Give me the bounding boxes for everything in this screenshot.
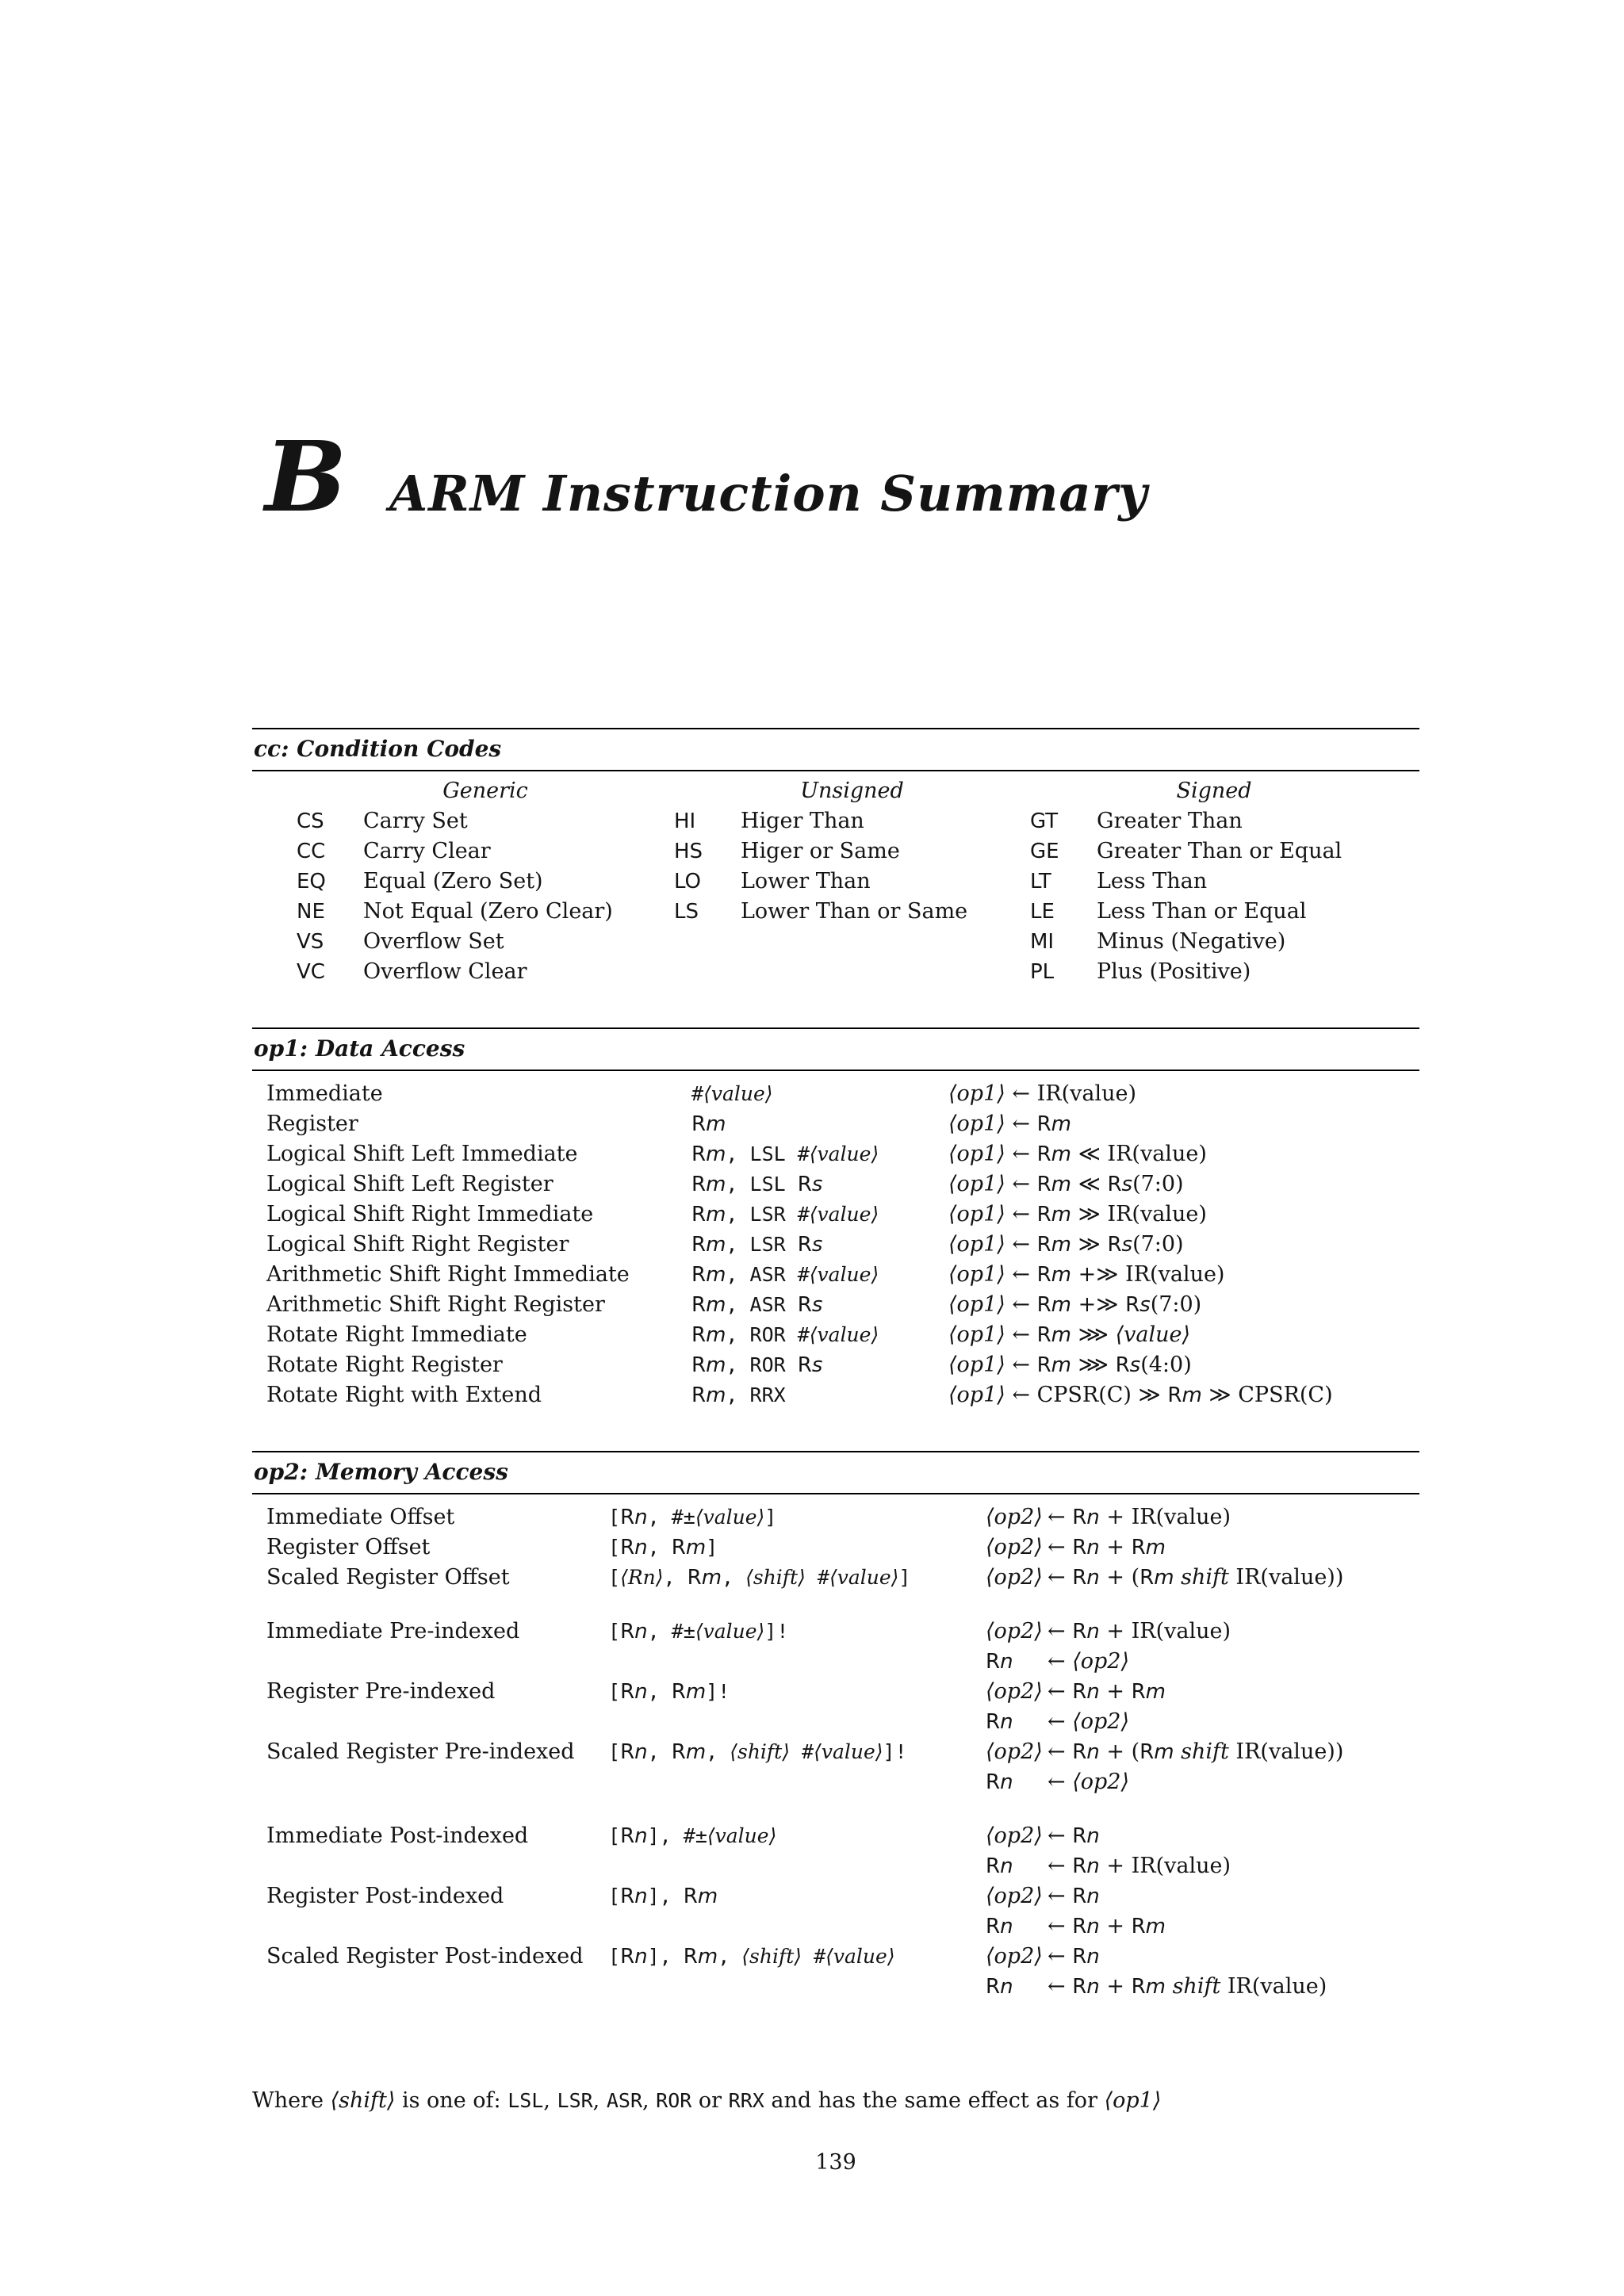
operand-name: Scaled Register Offset xyxy=(266,1565,510,1590)
register-name: Rn xyxy=(986,1710,1013,1734)
angle-term: ⟨op2⟩ xyxy=(1072,1770,1130,1794)
semantics-lhs xyxy=(986,1767,1048,1797)
angle-term: ⟨shift⟩ xyxy=(741,1945,802,1968)
condition-description: Higer or Same xyxy=(741,839,900,863)
register-name: Rm xyxy=(691,1263,726,1287)
condition-description: Greater Than or Equal xyxy=(1097,839,1342,863)
operand-semantics: ⟨op1⟩ ← Rm +≫ IR(value) xyxy=(948,1262,1225,1287)
footnote: Where ⟨shift⟩ is one of: LSL, LSR, ASR, ROR or RRX and has the same effect as for ⟨op1⟩ xyxy=(252,2088,1162,2113)
semantics-rhs: ← Rn + IR(value) xyxy=(1048,1505,1231,1529)
semantics-line xyxy=(986,1647,1419,1677)
semantics-rhs: ← Rn + Rm xyxy=(1048,1914,1166,1938)
condition-code: NE xyxy=(297,900,325,924)
semantics-line xyxy=(986,1617,1419,1647)
operand-semantics: ⟨op1⟩ ← IR(value) xyxy=(948,1081,1137,1106)
semantics-lhs xyxy=(986,1911,1048,1942)
operand-syntax: Rm, ROR #⟨value⟩ xyxy=(691,1323,879,1347)
condition-code: CS xyxy=(297,809,324,833)
register-name: Rm xyxy=(691,1353,726,1377)
operand-semantics: ⟨op1⟩ ← Rm ⋙ Rs(4:0) xyxy=(948,1353,1192,1377)
register-name: Rn xyxy=(1072,1620,1100,1644)
table-row xyxy=(266,1533,1419,1563)
op2-table xyxy=(252,1494,1419,2002)
table-row xyxy=(266,1821,1419,1881)
operand-semantics xyxy=(986,1502,1419,1533)
register-name: Rm xyxy=(1036,1323,1071,1347)
operand-syntax: [Rn], #±⟨value⟩ xyxy=(608,1824,777,1848)
condition-code: PL xyxy=(1030,960,1055,984)
semantics-rhs: ← Rn xyxy=(1048,1884,1100,1908)
semantics-line xyxy=(986,1737,1419,1767)
table-row xyxy=(266,1881,1419,1942)
operand-semantics: ⟨op1⟩ ← Rm +≫ Rs(7:0) xyxy=(948,1292,1202,1317)
condition-description: Minus (Negative) xyxy=(1097,929,1286,954)
register-name: Rn xyxy=(1072,1975,1100,1999)
angle-term: ⟨op2⟩ xyxy=(986,1739,1043,1764)
angle-term: ⟨value⟩ xyxy=(809,1323,879,1346)
angle-term: ⟨op1⟩ xyxy=(1104,2088,1162,2113)
angle-term: ⟨op1⟩ xyxy=(948,1172,1005,1196)
angle-term: ⟨Rn⟩ xyxy=(620,1566,664,1589)
register-name: Rm xyxy=(1036,1203,1071,1226)
semantics-lhs xyxy=(986,1533,1048,1563)
semantics-lhs xyxy=(986,1821,1048,1851)
mnemonic: ROR xyxy=(749,1323,786,1346)
condition-description xyxy=(741,927,1030,957)
operand-semantics xyxy=(986,1737,1419,1797)
section-title-op1: op1: Data Access xyxy=(254,1035,465,1062)
semantics-lhs xyxy=(986,1707,1048,1737)
register-name: Rs xyxy=(1107,1173,1133,1196)
condition-description: Overflow Clear xyxy=(363,959,527,984)
register-name: Rm xyxy=(691,1293,726,1317)
operand-semantics: ⟨op1⟩ ← Rm ≪ Rs(7:0) xyxy=(948,1172,1184,1196)
register-name: Rm xyxy=(1139,1740,1174,1764)
semantics-line xyxy=(986,1972,1419,2002)
operand-syntax: Rm, RRX xyxy=(691,1383,786,1407)
register-name: Rm xyxy=(1036,1353,1071,1377)
semantics-lhs xyxy=(986,1563,1048,1593)
register-name: Rn xyxy=(620,1680,648,1704)
mnemonic: LSL xyxy=(749,1142,786,1165)
semantics-rhs: ← Rn + Rm shift IR(value) xyxy=(1048,1974,1327,1999)
section-title-op2: op2: Memory Access xyxy=(254,1459,508,1485)
register-name: Rm xyxy=(1131,1536,1166,1559)
operand-name: Rotate Right Register xyxy=(266,1353,503,1377)
condition-code: EQ xyxy=(297,870,326,894)
angle-term: ⟨shift⟩ xyxy=(330,2088,396,2113)
operand-semantics: ⟨op1⟩ ← Rm ≫ IR(value) xyxy=(948,1202,1207,1226)
condition-description: Plus (Positive) xyxy=(1097,959,1251,984)
register-name: Rn xyxy=(986,1770,1013,1794)
condition-code: VC xyxy=(297,960,325,984)
condition-description: Carry Set xyxy=(363,809,468,833)
register-name: Rs xyxy=(1107,1233,1133,1257)
semantics-lhs xyxy=(986,1677,1048,1707)
angle-term: ⟨op1⟩ xyxy=(948,1262,1005,1287)
operand-syntax: #⟨value⟩ xyxy=(691,1082,773,1105)
register-name: Rm xyxy=(1036,1263,1071,1287)
op2-group xyxy=(266,1821,1419,2002)
condition-description: Lower Than or Same xyxy=(741,899,968,924)
semantics-rhs: ← Rn + Rm xyxy=(1048,1535,1166,1559)
semantics-lhs xyxy=(986,1647,1048,1677)
register-name: Rs xyxy=(797,1233,823,1257)
operand-semantics xyxy=(986,1677,1419,1737)
angle-term: ⟨op1⟩ xyxy=(948,1322,1005,1347)
semantics-rhs: ← Rn + IR(value) xyxy=(1048,1854,1231,1878)
register-name: Rs xyxy=(797,1173,823,1196)
condition-description: Overflow Set xyxy=(363,929,504,954)
mnemonic: ASR xyxy=(749,1293,786,1316)
cc-column-header: Signed xyxy=(1176,779,1252,803)
angle-term: ⟨op1⟩ xyxy=(948,1383,1005,1407)
op2-group xyxy=(266,1502,1419,1593)
register-name: Rm xyxy=(683,1885,718,1908)
register-name: Rm xyxy=(671,1740,707,1764)
shift-term: shift xyxy=(1172,1974,1221,1999)
operand-syntax xyxy=(691,1109,948,1139)
register-name: Rm xyxy=(1131,1975,1166,1999)
register-name: Rn xyxy=(620,1885,648,1908)
condition-description: Higer Than xyxy=(741,809,864,833)
semantics-line xyxy=(986,1881,1419,1911)
operand-name: Register Post-indexed xyxy=(266,1884,504,1908)
register-name: Rn xyxy=(1072,1536,1100,1559)
operand-syntax: Rm, ASR #⟨value⟩ xyxy=(691,1263,879,1287)
condition-description: Equal (Zero Set) xyxy=(363,869,543,894)
operand-name: Logical Shift Left Immediate xyxy=(266,1142,578,1166)
condition-code xyxy=(674,957,741,987)
angle-term: ⟨op2⟩ xyxy=(1072,1709,1130,1734)
angle-term: ⟨value⟩ xyxy=(825,1945,895,1968)
semantics-rhs: ← Rn + (Rm shift IR(value)) xyxy=(1048,1739,1344,1764)
angle-term: ⟨value⟩ xyxy=(829,1566,899,1589)
register-name: Rn xyxy=(1072,1885,1100,1908)
operand-syntax: [Rn, Rm] xyxy=(608,1536,718,1559)
register-name: Rm xyxy=(687,1566,722,1590)
condition-code: VS xyxy=(297,930,324,954)
operand-semantics: ⟨op1⟩ ← Rm xyxy=(948,1112,1071,1136)
register-name: Rn xyxy=(1072,1740,1100,1764)
operand-syntax: [Rn, Rm, ⟨shift⟩ #⟨value⟩]! xyxy=(608,1740,907,1764)
table-row xyxy=(266,1563,1419,1593)
cc-table xyxy=(252,771,1419,987)
register-name: Rm xyxy=(691,1323,726,1347)
operand-syntax: [Rn], Rm xyxy=(608,1885,718,1908)
semantics-rhs: ← Rn + IR(value) xyxy=(1048,1619,1231,1644)
register-name: Rn xyxy=(1072,1854,1100,1878)
mnemonic: RRX xyxy=(728,2089,764,2112)
semantics-lhs xyxy=(986,1617,1048,1647)
cc-column-header: Unsigned xyxy=(800,779,904,803)
angle-term: ⟨op1⟩ xyxy=(948,1353,1005,1377)
condition-code: HS xyxy=(674,840,703,863)
operand-name: Immediate xyxy=(266,1081,383,1106)
mnemonic: LSR xyxy=(557,2089,593,2112)
register-name: Rn xyxy=(1072,1824,1100,1848)
angle-term: ⟨value⟩ xyxy=(695,1506,765,1529)
section-op2-memory-access xyxy=(252,1451,1419,2002)
operand-name: Register Pre-indexed xyxy=(266,1679,496,1704)
register-name: Rn xyxy=(620,1824,648,1848)
condition-code: HI xyxy=(674,809,696,833)
semantics-lhs xyxy=(986,1851,1048,1881)
semantics-rhs: ← Rn xyxy=(1048,1823,1100,1848)
register-name: Rm xyxy=(691,1173,726,1196)
register-name: Rs xyxy=(1125,1293,1151,1317)
angle-term: ⟨op2⟩ xyxy=(986,1944,1043,1969)
semantics-line xyxy=(986,1677,1419,1707)
condition-code: CC xyxy=(297,840,326,863)
mnemonic: ASR xyxy=(606,2089,642,2112)
operand-name: Rotate Right Immediate xyxy=(266,1322,527,1347)
angle-term: ⟨op2⟩ xyxy=(1072,1649,1130,1674)
condition-description: Lower Than xyxy=(741,869,871,894)
operand-syntax: [⟨Rn⟩, Rm, ⟨shift⟩ #⟨value⟩] xyxy=(608,1566,911,1590)
angle-term: ⟨value⟩ xyxy=(809,1263,879,1286)
semantics-line xyxy=(986,1502,1419,1533)
register-name: Rs xyxy=(797,1293,823,1317)
semantics-line xyxy=(986,1563,1419,1593)
angle-term: ⟨op2⟩ xyxy=(986,1884,1043,1908)
angle-term: ⟨op1⟩ xyxy=(948,1081,1005,1106)
semantics-lhs xyxy=(986,1881,1048,1911)
semantics-rhs: ← ⟨op2⟩ xyxy=(1048,1709,1130,1734)
register-name: Rn xyxy=(1072,1506,1100,1529)
op2-group xyxy=(266,1617,1419,1797)
angle-term: ⟨shift⟩ xyxy=(745,1566,806,1589)
operand-name: Arithmetic Shift Right Register xyxy=(266,1292,605,1317)
chapter-letter: B xyxy=(265,419,347,534)
semantics-line xyxy=(986,1707,1419,1737)
condition-code: LS xyxy=(674,900,699,924)
angle-term: ⟨shift⟩ xyxy=(730,1740,790,1763)
chapter-heading xyxy=(265,419,1148,534)
semantics-rhs: ← Rn + (Rm shift IR(value)) xyxy=(1048,1565,1344,1590)
mnemonic: ROR xyxy=(656,2089,692,2112)
operand-name: Scaled Register Post-indexed xyxy=(266,1944,584,1969)
semantics-line xyxy=(986,1767,1419,1797)
table-row xyxy=(266,1502,1419,1533)
semantics-line xyxy=(986,1821,1419,1851)
operand-syntax: [Rn, Rm]! xyxy=(608,1680,730,1704)
angle-term: ⟨value⟩ xyxy=(814,1740,883,1763)
semantics-lhs xyxy=(986,1942,1048,1972)
angle-term: ⟨value⟩ xyxy=(809,1203,879,1226)
register-name: Rs xyxy=(797,1353,823,1377)
condition-description: Less Than or Equal xyxy=(1097,899,1307,924)
operand-semantics xyxy=(986,1563,1419,1593)
register-name: Rn xyxy=(1072,1915,1100,1938)
operand-syntax: Rm, LSL Rs xyxy=(691,1173,823,1196)
semantics-line xyxy=(986,1851,1419,1881)
operand-name: Register xyxy=(266,1112,358,1136)
operand-syntax: Rm, LSL #⟨value⟩ xyxy=(691,1142,879,1166)
operand-name: Logical Shift Right Register xyxy=(266,1232,569,1257)
operand-syntax: Rm, ROR Rs xyxy=(691,1353,823,1377)
semantics-rhs: ← ⟨op2⟩ xyxy=(1048,1649,1130,1674)
angle-term: ⟨op2⟩ xyxy=(986,1505,1043,1529)
operand-name: Logical Shift Right Immediate xyxy=(266,1202,594,1226)
chapter-title: ARM Instruction Summary xyxy=(389,465,1148,522)
condition-code: GT xyxy=(1030,809,1059,833)
register-name: Rm xyxy=(1131,1680,1166,1704)
operand-name: Immediate Offset xyxy=(266,1505,455,1529)
register-name: Rm xyxy=(1139,1566,1174,1590)
angle-term: ⟨op1⟩ xyxy=(948,1142,1005,1166)
semantics-line xyxy=(986,1911,1419,1942)
operand-semantics xyxy=(986,1821,1419,1881)
register-name: Rm xyxy=(691,1112,726,1136)
condition-code: MI xyxy=(1030,930,1055,954)
operand-semantics xyxy=(986,1881,1419,1942)
condition-code xyxy=(674,927,741,957)
register-name: Rm xyxy=(671,1536,707,1559)
operand-name: Immediate Post-indexed xyxy=(266,1823,529,1848)
operand-semantics xyxy=(986,1942,1419,2002)
condition-description: Carry Clear xyxy=(363,839,491,863)
shift-term: shift xyxy=(1181,1565,1229,1590)
operand-name: Arithmetic Shift Right Immediate xyxy=(266,1262,630,1287)
mnemonic: ASR xyxy=(749,1263,786,1286)
operand-semantics: ⟨op1⟩ ← Rm ⋙ ⟨value⟩ xyxy=(948,1322,1190,1347)
operand-syntax: Rm, ASR Rs xyxy=(691,1293,823,1317)
register-name: Rn xyxy=(1072,1945,1100,1969)
condition-code: LO xyxy=(674,870,702,894)
register-name: Rn xyxy=(986,1975,1013,1999)
angle-term: ⟨op2⟩ xyxy=(986,1619,1043,1644)
mnemonic: LSR xyxy=(749,1203,786,1226)
table-row xyxy=(266,1677,1419,1737)
semantics-rhs: ← ⟨op2⟩ xyxy=(1048,1770,1130,1794)
angle-term: ⟨op2⟩ xyxy=(986,1823,1043,1848)
table-row xyxy=(266,1617,1419,1677)
operand-syntax: Rm, LSR Rs xyxy=(691,1233,823,1257)
register-name: Rn xyxy=(620,1620,648,1644)
condition-code: LE xyxy=(1030,900,1055,924)
register-name: Rm xyxy=(1036,1173,1071,1196)
semantics-line xyxy=(986,1942,1419,1972)
shift-term: shift xyxy=(1181,1739,1229,1764)
register-name: Rs xyxy=(1115,1353,1141,1377)
operand-semantics: ⟨op1⟩ ← Rm ≪ IR(value) xyxy=(948,1142,1207,1166)
op1-table xyxy=(252,1071,1419,1410)
angle-term: ⟨op2⟩ xyxy=(986,1565,1043,1590)
operand-syntax: [Rn], Rm, ⟨shift⟩ #⟨value⟩ xyxy=(608,1945,895,1969)
register-name: Rn xyxy=(620,1945,648,1969)
operand-semantics xyxy=(986,1533,1419,1563)
operand-semantics: ⟨op1⟩ ← CPSR(C) ≫ Rm ≫ CPSR(C) xyxy=(948,1383,1333,1407)
angle-term: ⟨value⟩ xyxy=(809,1142,879,1165)
condition-code: GE xyxy=(1030,840,1059,863)
condition-description: Greater Than xyxy=(1097,809,1243,833)
semantics-line xyxy=(986,1533,1419,1563)
register-name: Rn xyxy=(620,1506,648,1529)
section-condition-codes xyxy=(252,728,1419,987)
mnemonic: LSL xyxy=(749,1173,786,1196)
angle-term: ⟨op1⟩ xyxy=(948,1112,1005,1136)
register-name: Rn xyxy=(620,1536,648,1559)
section-title-cc: cc: Condition Codes xyxy=(254,736,502,762)
mnemonic: LSL xyxy=(508,2089,544,2112)
angle-term: ⟨value⟩ xyxy=(695,1620,765,1643)
condition-description: Not Equal (Zero Clear) xyxy=(363,899,613,924)
register-name: Rm xyxy=(691,1203,726,1226)
semantics-lhs xyxy=(986,1502,1048,1533)
semantics-lhs xyxy=(986,1737,1048,1767)
register-name: Rm xyxy=(691,1142,726,1166)
angle-term: ⟨op1⟩ xyxy=(948,1232,1005,1257)
section-op1-data-access xyxy=(252,1027,1419,1410)
mnemonic: RRX xyxy=(749,1383,786,1406)
mnemonic: LSR xyxy=(749,1233,786,1256)
register-name: Rm xyxy=(691,1233,726,1257)
page-number: 139 xyxy=(815,2150,856,2175)
operand-name: Immediate Pre-indexed xyxy=(266,1619,520,1644)
register-name: Rm xyxy=(1167,1383,1202,1407)
register-name: Rm xyxy=(1131,1915,1166,1938)
operand-semantics: ⟨op1⟩ ← Rm ≫ Rs(7:0) xyxy=(948,1232,1184,1257)
operand-syntax: Rm, LSR #⟨value⟩ xyxy=(691,1203,879,1226)
register-name: Rn xyxy=(620,1740,648,1764)
angle-term: ⟨op1⟩ xyxy=(948,1202,1005,1226)
register-name: Rn xyxy=(1072,1680,1100,1704)
mnemonic: ROR xyxy=(749,1353,786,1376)
register-name: Rm xyxy=(683,1945,718,1969)
register-name: Rm xyxy=(1036,1233,1071,1257)
register-name: Rm xyxy=(1036,1142,1071,1166)
semantics-rhs: ← Rn + Rm xyxy=(1048,1679,1166,1704)
operand-semantics xyxy=(986,1617,1419,1677)
condition-description: Less Than xyxy=(1097,869,1208,894)
cc-column-header: Generic xyxy=(442,779,528,803)
register-name: Rn xyxy=(986,1854,1013,1878)
condition-description xyxy=(741,957,1030,987)
operand-syntax: [Rn, #±⟨value⟩]! xyxy=(608,1620,789,1644)
register-name: Rn xyxy=(986,1650,1013,1674)
table-row xyxy=(266,1737,1419,1797)
condition-code: LT xyxy=(1030,870,1051,894)
register-name: Rn xyxy=(1072,1566,1100,1590)
angle-term: ⟨value⟩ xyxy=(707,1824,777,1847)
angle-term: ⟨value⟩ xyxy=(703,1082,773,1105)
operand-name: Scaled Register Pre-indexed xyxy=(266,1739,575,1764)
register-name: Rm xyxy=(1036,1293,1071,1317)
angle-term: ⟨op2⟩ xyxy=(986,1679,1043,1704)
operand-name: Register Offset xyxy=(266,1535,431,1559)
semantics-lhs xyxy=(986,1972,1048,2002)
operand-name: Rotate Right with Extend xyxy=(266,1383,542,1407)
register-name: Rm xyxy=(691,1383,726,1407)
semantics-rhs: ← Rn xyxy=(1048,1944,1100,1969)
register-name: Rm xyxy=(1036,1112,1071,1136)
table-row xyxy=(266,1942,1419,2002)
operand-syntax: [Rn, #±⟨value⟩] xyxy=(608,1506,777,1529)
register-name: Rn xyxy=(986,1915,1013,1938)
angle-term: ⟨value⟩ xyxy=(1115,1322,1190,1347)
operand-name: Logical Shift Left Register xyxy=(266,1172,553,1196)
angle-term: ⟨op2⟩ xyxy=(986,1535,1043,1559)
register-name: Rm xyxy=(671,1680,707,1704)
angle-term: ⟨op1⟩ xyxy=(948,1292,1005,1317)
